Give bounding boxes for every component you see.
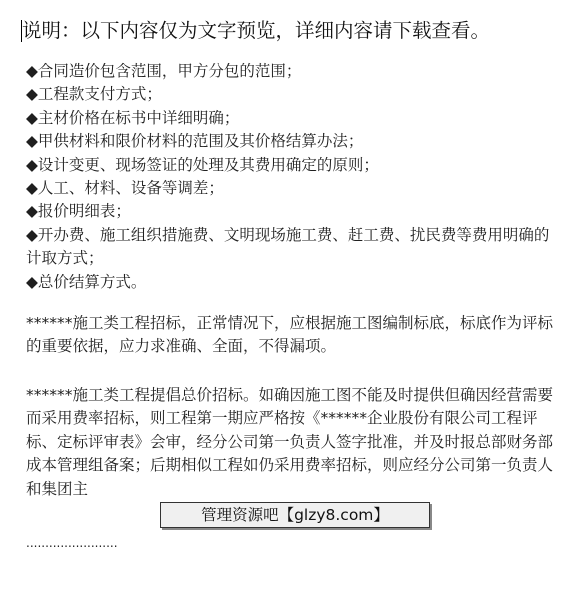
list-item: ◆开办费、施工组织措施费、文明现场施工费、赶工费、扰民费等费用明确的计取方式； [26, 225, 550, 268]
truncation-dots: ........................ [26, 536, 118, 550]
list-item: ◆报价明细表； [26, 202, 131, 221]
list-item: ◆设计变更、现场签证的处理及其费用确定的原则； [26, 155, 379, 174]
paragraph-total-price-bidding: ******施工类工程提倡总价招标。如确因施工图不能及时提供但确因经营需要而采用费率招标，则工程第一期应严格按《******企业股份有限公司工程评标、定标评审表》会审，经分公司第一负责人签字批准，并及时报总部财务部成本管理组备案；后期相似工程如仍采用费率招标，则应经分公司第一负责人和集团主 [26, 386, 554, 498]
preview-notice: 说明：以下内容仅为文字预览，详细内容请下载查看。 [22, 19, 491, 42]
requirement-list [26, 60, 556, 294]
list-item: ◆工程款支付方式； [26, 85, 162, 104]
list-item: ◆主材价格在标书中详细明确； [26, 108, 240, 127]
paragraph-bid-base: ******施工类工程招标，正常情况下，应根据施工图编制标底，标底作为评标的重要依据，应力求准确、全面，不得漏项。 [26, 314, 554, 356]
watermark-badge[interactable]: 管理资源吧【glzy8.com】 [160, 502, 430, 528]
list-item: ◆人工、材料、设备等调差； [26, 179, 224, 198]
list-item: ◆总价结算方式。 [26, 272, 147, 291]
list-item: ◆甲供材料和限价材料的范围及其价格结算办法； [26, 132, 364, 151]
list-item: ◆合同造价包含范围，甲方分包的范围； [26, 62, 302, 80]
